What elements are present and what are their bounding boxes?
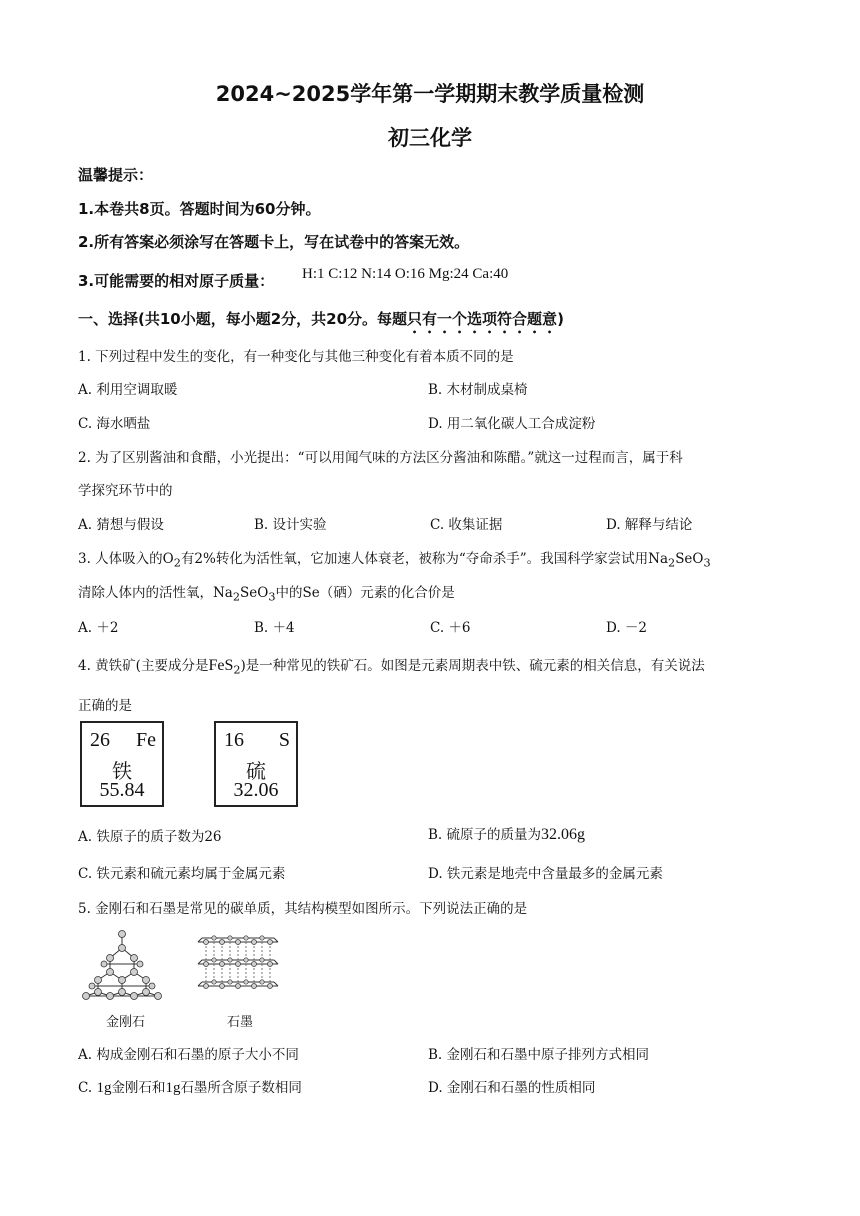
q5-text: 石墨所含原子数相同 [180,1080,302,1096]
q3-stem-line2 [78,581,455,604]
atomic-number: 26 [90,729,110,751]
q2-option-d: D. 解释与结论 [606,517,693,533]
atomic-mass: 32.06 [233,779,279,801]
q3-option-d: D. －2 [606,620,648,636]
q2-option-b: B. 设计实验 [254,517,327,533]
diamond-structure-figure [76,928,176,1004]
q2-stem-line2: 学探究环节中的 [78,483,173,499]
section-emphasis: 只有一个选项符合题意 [407,310,558,328]
value: 1g [165,1080,181,1096]
q1-option-c: C. 海水晒盐 [78,416,151,432]
subscript: 2 [232,590,241,604]
section-header [78,308,564,337]
subscript: 2 [233,663,241,677]
element-name: 铁 [112,759,132,783]
graphite-structure-figure [192,934,284,1004]
q3-text: SeO [675,551,704,567]
section-suffix: ) [557,310,564,328]
q4-option-d: D. 铁元素是地壳中含量最多的金属元素 [428,866,663,882]
element-symbol: S [278,729,290,751]
element-card-sulfur [214,721,298,807]
section-prefix: 一、选择(共10小题，每小题2分，共20分。每题 [78,310,408,328]
q4-option-c: C. 铁元素和硫元素均属于金属元素 [78,866,286,882]
exam-title: 2024~2025学年第一学期期末教学质量检测 [215,82,645,106]
q3-option-b: B. ＋4 [254,620,295,636]
element-card-iron [80,721,164,807]
q4-text: 4. 黄铁矿(主要成分是 [78,658,209,674]
atomic-number: 16 [224,729,244,751]
value: 1g [96,1080,112,1096]
q3-option-c: C. ＋6 [430,620,471,636]
q4-option-a: A. 铁原子的质子数为26 [78,829,222,845]
element-symbol: Fe [136,729,156,751]
q4-text: )是一种常见的铁矿石。如图是元素周期表中铁、硫元素的相关信息，有关说法 [240,658,705,674]
q4-stem-line2: 正确的是 [78,698,132,714]
q3-stem-line1 [78,547,711,570]
subscript: 3 [703,556,711,570]
diamond-caption: 金刚石 [106,1015,146,1030]
q3-text: 3. 人体吸入的O [78,551,174,567]
subscript: 2 [173,556,181,570]
q5-stem: 5. 金刚石和石墨是常见的碳单质，其结构模型如图所示。下列说法正确的是 [78,901,528,917]
q2-option-c: C. 收集证据 [430,517,503,533]
notice-item-3: 3.可能需要的相对原子质量： [78,272,275,290]
q1-option-b: B. 木材制成桌椅 [428,382,528,398]
q5-option-b: B. 金刚石和石墨中原子排列方式相同 [428,1047,650,1063]
value: 32.06g [541,826,586,843]
atomic-masses: H:1 C:12 N:14 O:16 Mg:24 Ca:40 [302,266,509,282]
element-name: 硫 [246,759,266,783]
q1-option-a: A. 利用空调取暖 [78,382,178,398]
q5-option-c [78,1076,302,1097]
q1-stem: 1. 下列过程中发生的变化，有一种变化与其他三种变化有着本质不同的是 [78,349,514,365]
q3-text: SeO [240,585,269,601]
q5-text: 金刚石和 [111,1080,166,1096]
notice-item-1: 1.本卷共8页。答题时间为60分钟。 [78,200,321,218]
subscript: 2 [668,556,676,570]
q4-option-b [428,823,585,844]
q3-text: 有2%转化为活性氧，它加速人体衰老，被称为“夺命杀手”。我国科学家尝试用Na [180,551,669,567]
q2-stem-line1: 2. 为了区别酱油和食醋，小光提出：“可以用闻气味的方法区分酱油和陈醋。”就这一过程而言，属于科 [78,450,683,466]
exam-subject: 初三化学 [388,126,472,150]
q2-option-a: A. 猜想与假设 [78,517,164,533]
q3-text: 清除人体内的活性氧，Na [78,585,233,601]
notice-heading: 温馨提示： [78,166,154,184]
q5-option-a: A. 构成金刚石和石墨的原子大小不同 [78,1047,299,1063]
formula: FeS [208,657,234,674]
graphite-caption: 石墨 [227,1015,254,1030]
q4-text: B. 硫原子的质量为 [428,827,542,843]
q5-option-d: D. 金刚石和石墨的性质相同 [428,1080,596,1096]
q4-stem-line1 [78,654,705,677]
atomic-mass: 55.84 [99,779,145,801]
q3-option-a: A. ＋2 [78,620,119,636]
q5-text: C. [78,1080,97,1096]
notice-item-2: 2.所有答案必须涂写在答题卡上，写在试卷中的答案无效。 [78,233,470,251]
subscript: 3 [268,590,276,604]
q3-text: 中的Se（硒）元素的化合价是 [275,585,455,601]
q1-option-d: D. 用二氧化碳人工合成淀粉 [428,416,596,432]
